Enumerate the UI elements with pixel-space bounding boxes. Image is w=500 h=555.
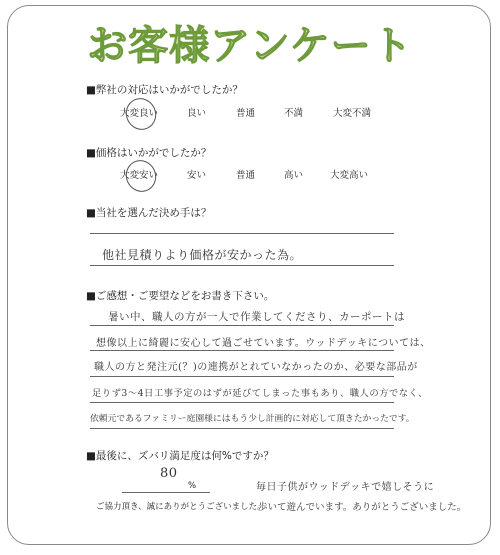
closing-comment-line: 毎日子供がウッドデッキで嬉しそうに — [256, 482, 435, 493]
option-service-unsatisfied[interactable]: 不満 — [284, 108, 304, 119]
question-service: ■弊社の対応はいかがでしたか？ — [86, 84, 243, 96]
option-service-very-good[interactable]: 大変良い — [120, 108, 159, 119]
answer-line — [90, 428, 394, 429]
option-price-normal[interactable]: 普通 — [236, 170, 256, 181]
closing-comment-line: 歩いて遊んでいます。ありがとうございました。 — [258, 502, 467, 513]
option-service-good[interactable]: 良い — [187, 108, 207, 119]
satisfaction-line — [122, 492, 210, 493]
comment-line: 足りず3～4日工事予定のはずが延びてしまった事もあり、職人の方でなく、 — [92, 388, 428, 399]
comment-line: 想像以上に綺麗に安心して過ごせています。ウッドデッキについては、 — [96, 338, 431, 349]
percent-unit: % — [188, 481, 197, 491]
reason-answer: 他社見積りより価格が安かった為。 — [102, 248, 303, 262]
question-price: ■価格はいかがでしたか？ — [86, 147, 212, 159]
question-reason: ■当社を選んだ決め手は？ — [86, 207, 212, 219]
option-price-very-cheap[interactable]: 大変安い — [120, 170, 159, 181]
survey-sheet — [7, 5, 491, 545]
question-satisfaction: ■最後に、ズバリ満足度は何%ですか？ — [86, 450, 274, 462]
comment-line: 暑い中、職人の方が一人で作業してくださり、カーポートは — [108, 311, 405, 323]
answer-line — [90, 350, 394, 351]
page-title: お客様アンケート — [87, 23, 413, 69]
answer-line — [90, 265, 394, 266]
satisfaction-value: 80 — [160, 466, 178, 481]
answer-line — [90, 325, 394, 326]
question-comments: ■ご感想・ご要望などをお書き下さい。 — [86, 290, 275, 302]
answer-line — [90, 233, 394, 234]
answer-line — [90, 376, 394, 377]
comment-line: 依頼元であるファミリー庭園様にはもう少し計画的に対応して頂きたかったです。 — [90, 414, 415, 424]
option-service-very-unsatisfied[interactable]: 大変不満 — [333, 108, 372, 119]
option-service-normal[interactable]: 普通 — [236, 108, 256, 119]
comment-line: 職人の方と発注元(？)の連携がとれていなかったのか、必要な部品が — [94, 362, 418, 373]
option-price-expensive[interactable]: 高い — [284, 170, 304, 181]
option-price-very-expensive[interactable]: 大変高い — [330, 170, 369, 181]
footer-thanks: ご協力頂き、誠にありがとうございました。 — [96, 502, 266, 512]
option-price-cheap[interactable]: 安い — [187, 170, 207, 181]
answer-line — [90, 402, 394, 403]
